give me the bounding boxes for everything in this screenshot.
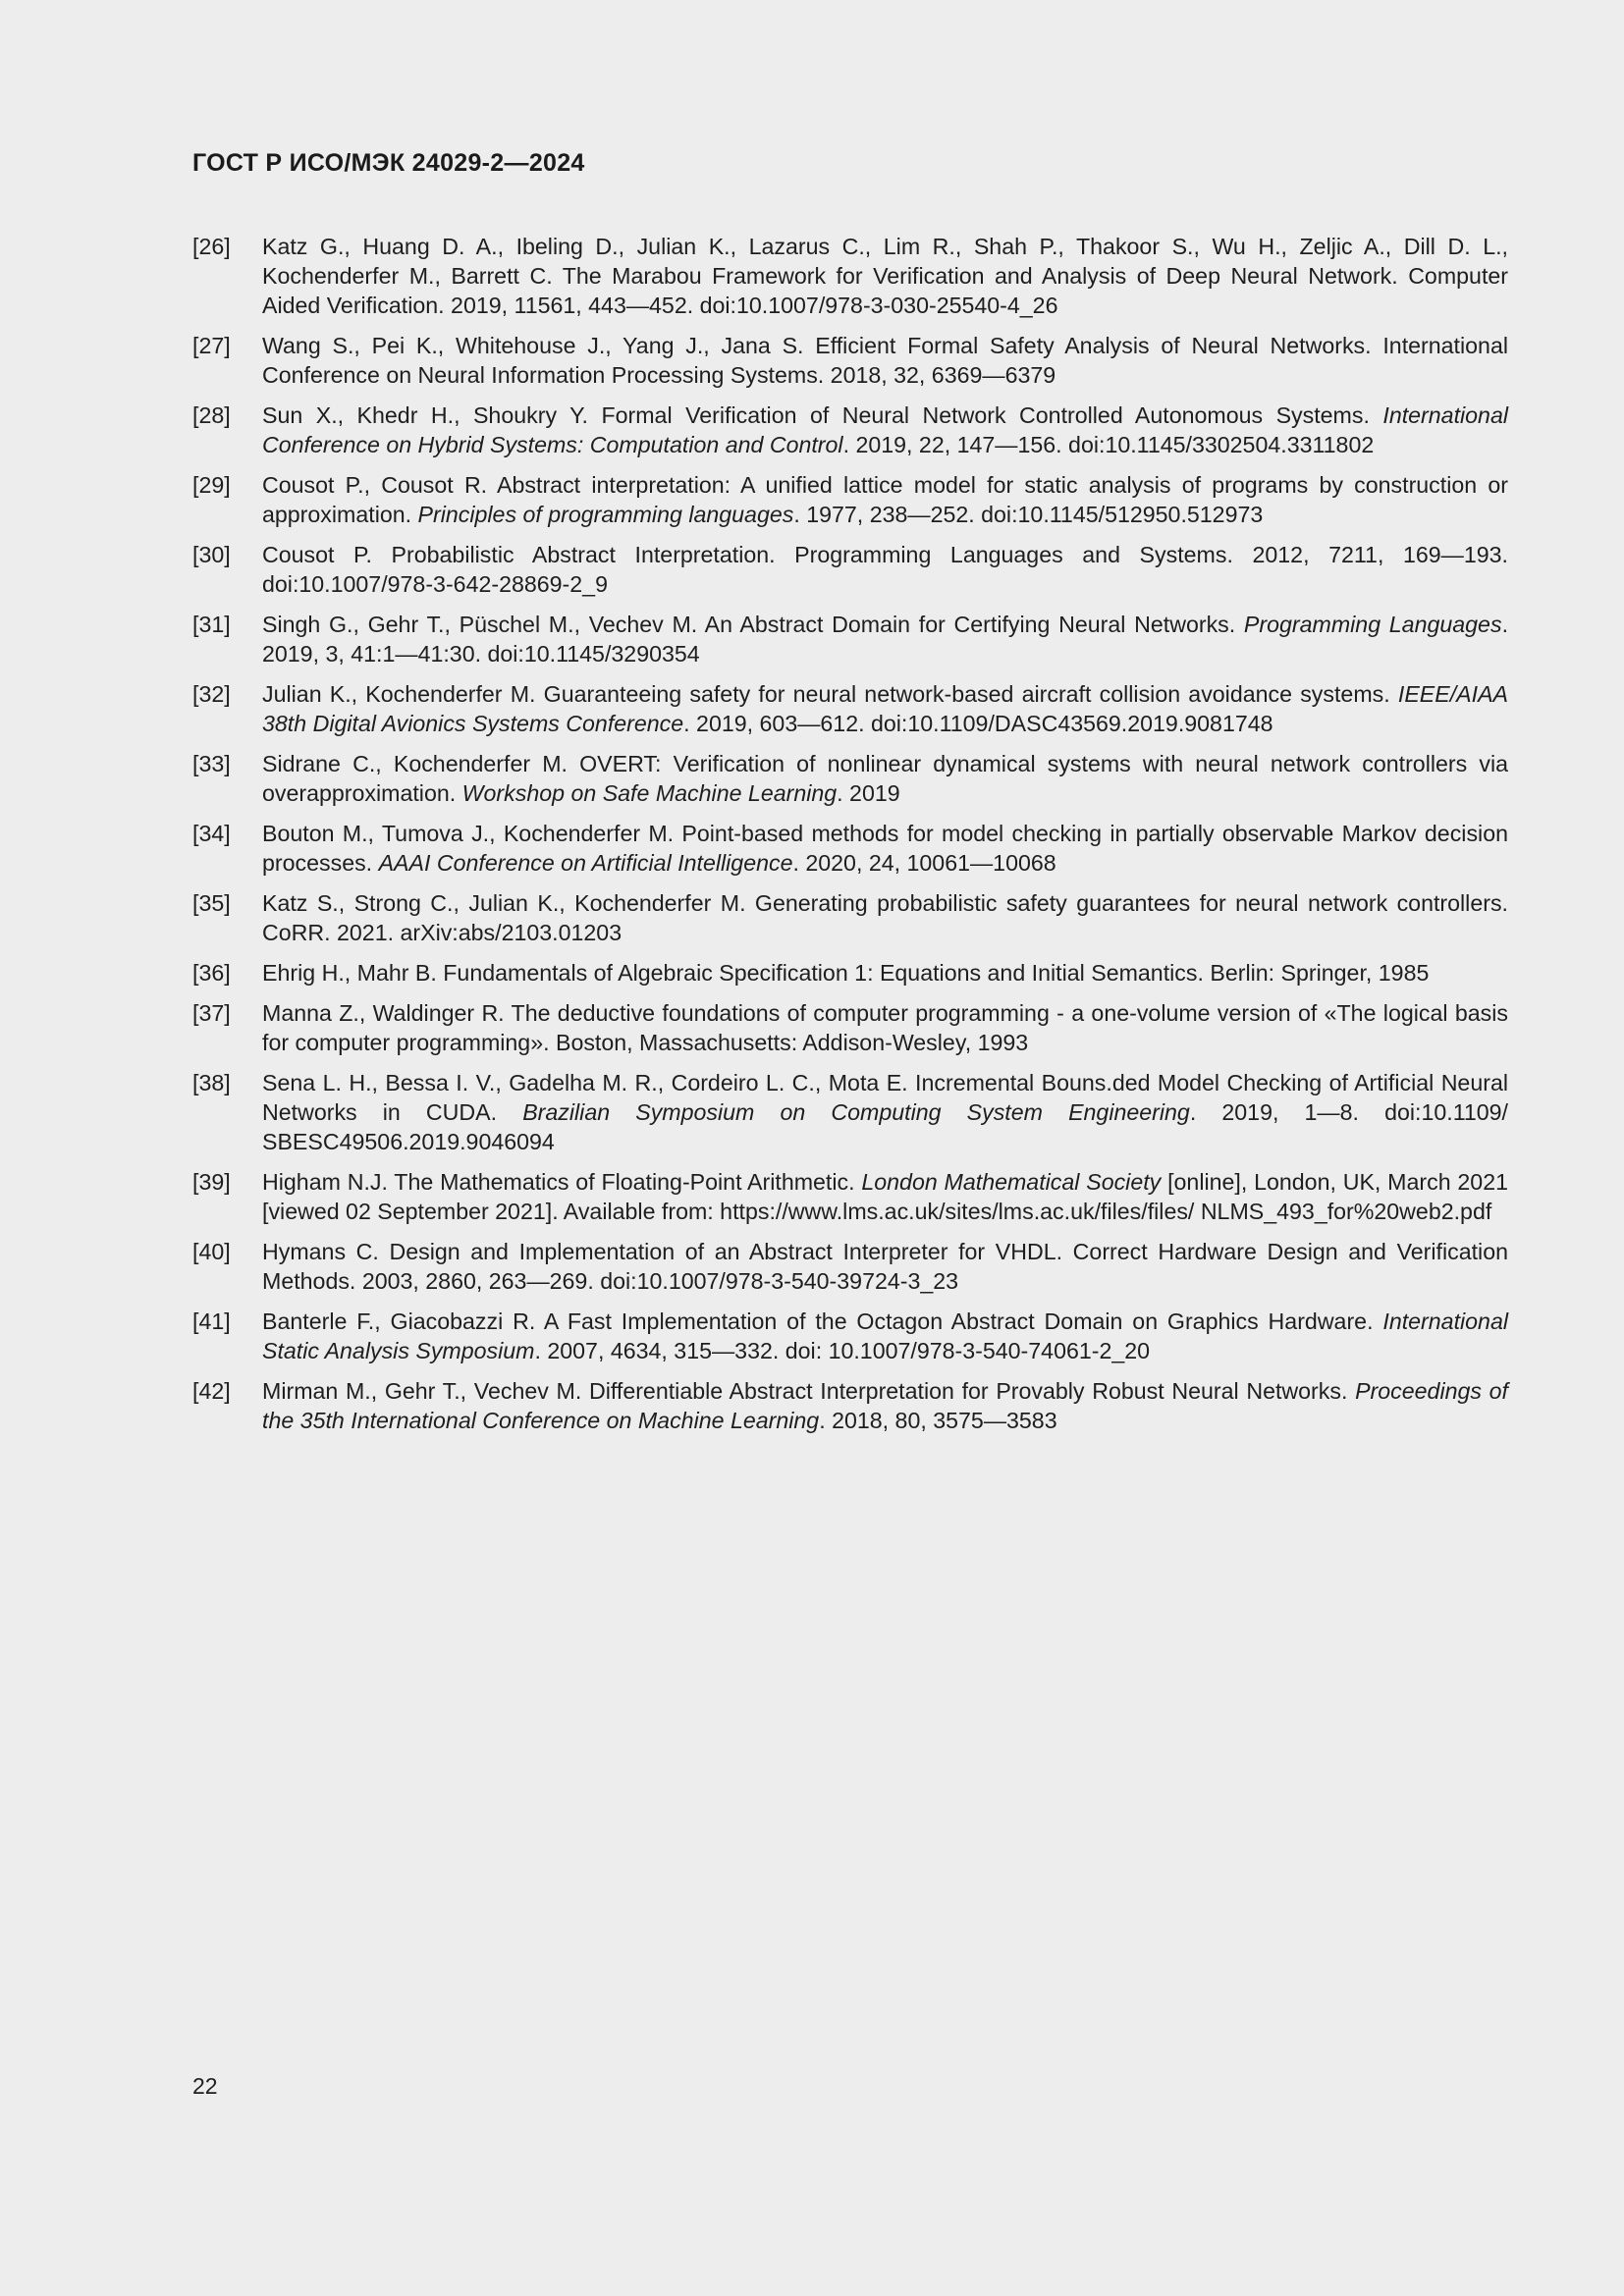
reference-text-segment: Katz S., Strong C., Julian K., Kochenderfer M. Generating probabilistic safety guarantees for neural network controllers. CoRR. 2021. arXiv:abs/2103.01203 [262, 890, 1508, 945]
reference-source-title: Brazilian Symposium on Computing System Engineering [522, 1099, 1190, 1125]
reference-entry [192, 1376, 1508, 1435]
reference-entry [192, 400, 1508, 459]
reference-text [262, 1167, 1508, 1226]
reference-text-segment: Cousot P., Cousot R. Abstract interpretation: A unified lattice model for static analysis of programs by construction or approximation. [262, 472, 1508, 527]
reference-text-segment: Ehrig H., Mahr B. Fundamentals of Algebraic Specification 1: Equations and Initial Semantics. Berlin: Springer, 1985 [262, 960, 1430, 986]
reference-entry [192, 1237, 1508, 1296]
reference-text-segment: . 2007, 4634, 315—332. doi: 10.1007/978-3-540-74061-2_20 [534, 1338, 1151, 1363]
reference-source-title: International Conference on Hybrid Systems: Computation and Control [262, 402, 1508, 457]
reference-number: [40] [192, 1239, 231, 1264]
reference-source-title: Programming Languages [1243, 612, 1502, 637]
reference-text-segment: Higham N.J. The Mathematics of Floating-Point Arithmetic. [262, 1169, 862, 1195]
reference-entry [192, 331, 1508, 390]
reference-number: [34] [192, 821, 231, 846]
reference-number: [37] [192, 1000, 231, 1026]
reference-source-title: AAAI Conference on Artificial Intelligence [378, 850, 793, 876]
reference-text-segment: Katz G., Huang D. A., Ibeling D., Julian K., Lazarus C., Lim R., Shah P., Thakoor S., Wu H., Zeljic A., Dill D. L., Kochenderfer M., Barrett C. The Marabou Framework for Verification and Analysis of Deep Neural Network. Computer Aided Verification. 2019, 11561, 443—452. doi:10.1007/978-3-030-25540-4_26 [262, 234, 1508, 318]
reference-entry [192, 749, 1508, 808]
reference-number: [33] [192, 751, 231, 776]
reference-text-segment: . 2019, 3, 41:1—41:30. doi:10.1145/3290354 [262, 612, 1509, 667]
reference-number: [28] [192, 402, 231, 428]
page-header-standard-code: ГОСТ Р ИСО/МЭК 24029-2—2024 [192, 149, 585, 177]
reference-number: [31] [192, 612, 231, 637]
reference-text [262, 749, 1508, 808]
reference-text-segment: . 2018, 80, 3575—3583 [819, 1408, 1057, 1433]
reference-text [262, 610, 1508, 668]
reference-text-segment: Hymans C. Design and Implementation of an Abstract Interpreter for VHDL. Correct Hardware Design and Verification Methods. 2003, 2860, 263—269. doi:10.1007/978-3-540-39724-3_23 [262, 1239, 1508, 1294]
reference-number: [26] [192, 234, 231, 259]
reference-text-segment: Bouton M., Tumova J., Kochenderfer M. Point-based methods for model checking in partially observable Markov decision processes. [262, 821, 1508, 876]
reference-text-segment: [online], London, UK, March 2021 [viewed 02 September 2021]. Available from: https://www.lms.ac.uk/sites/lms.ac.uk/files/files/ NLMS_493_for%20web2.pdf [262, 1169, 1508, 1224]
reference-text [262, 470, 1508, 529]
reference-source-title: IEEE/AIAA 38th Digital Avionics Systems Conference [262, 681, 1508, 736]
reference-text-segment: Sun X., Khedr H., Shoukry Y. Formal Verification of Neural Network Controlled Autonomous Systems. [262, 402, 1383, 428]
reference-text-segment: Julian K., Kochenderfer M. Guaranteeing safety for neural network-based aircraft collision avoidance systems. [262, 681, 1398, 707]
reference-text-segment: . 2019, 603—612. doi:10.1109/DASC43569.2019.9081748 [683, 711, 1273, 736]
reference-number: [39] [192, 1169, 231, 1195]
reference-text [262, 679, 1508, 738]
reference-number: [35] [192, 890, 231, 916]
reference-entry [192, 1167, 1508, 1226]
reference-source-title: London Mathematical Society [861, 1169, 1162, 1195]
reference-source-title: International Static Analysis Symposium [262, 1308, 1508, 1363]
reference-text [262, 1376, 1508, 1435]
reference-source-title: Proceedings of the 35th International Conference on Machine Learning [262, 1378, 1508, 1433]
reference-entry [192, 958, 1508, 988]
reference-text-segment: . 1977, 238—252. doi:10.1145/512950.512973 [793, 502, 1264, 527]
reference-number: [42] [192, 1378, 231, 1404]
reference-entry [192, 998, 1508, 1057]
reference-text [262, 331, 1508, 390]
reference-text-segment: Sena L. H., Bessa I. V., Gadelha M. R., Cordeiro L. C., Mota E. Incremental Bouns.ded Model Checking of Artificial Neural Networks in CUDA. [262, 1070, 1508, 1125]
bibliography-list [192, 232, 1508, 1446]
reference-text [262, 958, 1508, 988]
reference-entry [192, 470, 1508, 529]
reference-source-title: Principles of programming languages [417, 502, 794, 527]
reference-number: [29] [192, 472, 231, 498]
reference-text [262, 888, 1508, 947]
reference-number: [27] [192, 333, 231, 358]
reference-number: [41] [192, 1308, 231, 1334]
reference-text-segment: . 2019, 1—8. doi:10.1109/ SBESC49506.2019.9046094 [262, 1099, 1508, 1154]
page-number: 22 [192, 2073, 218, 2099]
reference-text [262, 1237, 1508, 1296]
reference-entry [192, 819, 1508, 878]
reference-entry [192, 232, 1508, 320]
reference-text [262, 400, 1508, 459]
reference-entry [192, 540, 1508, 599]
reference-text-segment: . 2019, 22, 147—156. doi:10.1145/3302504.3311802 [842, 432, 1375, 457]
reference-number: [36] [192, 960, 231, 986]
reference-entry [192, 679, 1508, 738]
reference-text [262, 819, 1508, 878]
reference-text-segment: Cousot P. Probabilistic Abstract Interpretation. Programming Languages and Systems. 2012, 7211, 169—193. doi:10.1007/978-3-642-28869-2_9 [262, 542, 1508, 597]
reference-text [262, 998, 1508, 1057]
reference-text [262, 232, 1508, 320]
reference-text-segment: Mirman M., Gehr T., Vechev M. Differentiable Abstract Interpretation for Provably Robust Neural Networks. [262, 1378, 1356, 1404]
reference-text-segment: . 2019 [837, 780, 900, 806]
reference-entry [192, 888, 1508, 947]
reference-text-segment: Banterle F., Giacobazzi R. A Fast Implementation of the Octagon Abstract Domain on Graphics Hardware. [262, 1308, 1383, 1334]
reference-entry [192, 1068, 1508, 1156]
reference-text-segment: Wang S., Pei K., Whitehouse J., Yang J., Jana S. Efficient Formal Safety Analysis of Neural Networks. International Conference on Neural Information Processing Systems. 2018, 32, 6369—6379 [262, 333, 1508, 388]
reference-entry [192, 1307, 1508, 1365]
reference-text [262, 1307, 1508, 1365]
reference-source-title: Workshop on Safe Machine Learning [461, 780, 838, 806]
reference-text [262, 540, 1508, 599]
reference-number: [38] [192, 1070, 231, 1095]
reference-text-segment: Sidrane C., Kochenderfer M. OVERT: Verification of nonlinear dynamical systems with neural network controllers via overapproximation. [262, 751, 1508, 806]
reference-number: [30] [192, 542, 231, 567]
reference-text [262, 1068, 1508, 1156]
reference-text-segment: Manna Z., Waldinger R. The deductive foundations of computer programming - a one-volume version of «The logical basis for computer programming». Boston, Massachusetts: Addison-Wesley, 1993 [262, 1000, 1508, 1055]
reference-text-segment: Singh G., Gehr T., Püschel M., Vechev M. An Abstract Domain for Certifying Neural Networks. [262, 612, 1244, 637]
reference-number: [32] [192, 681, 231, 707]
reference-entry [192, 610, 1508, 668]
reference-text-segment: . 2020, 24, 10061—10068 [792, 850, 1056, 876]
